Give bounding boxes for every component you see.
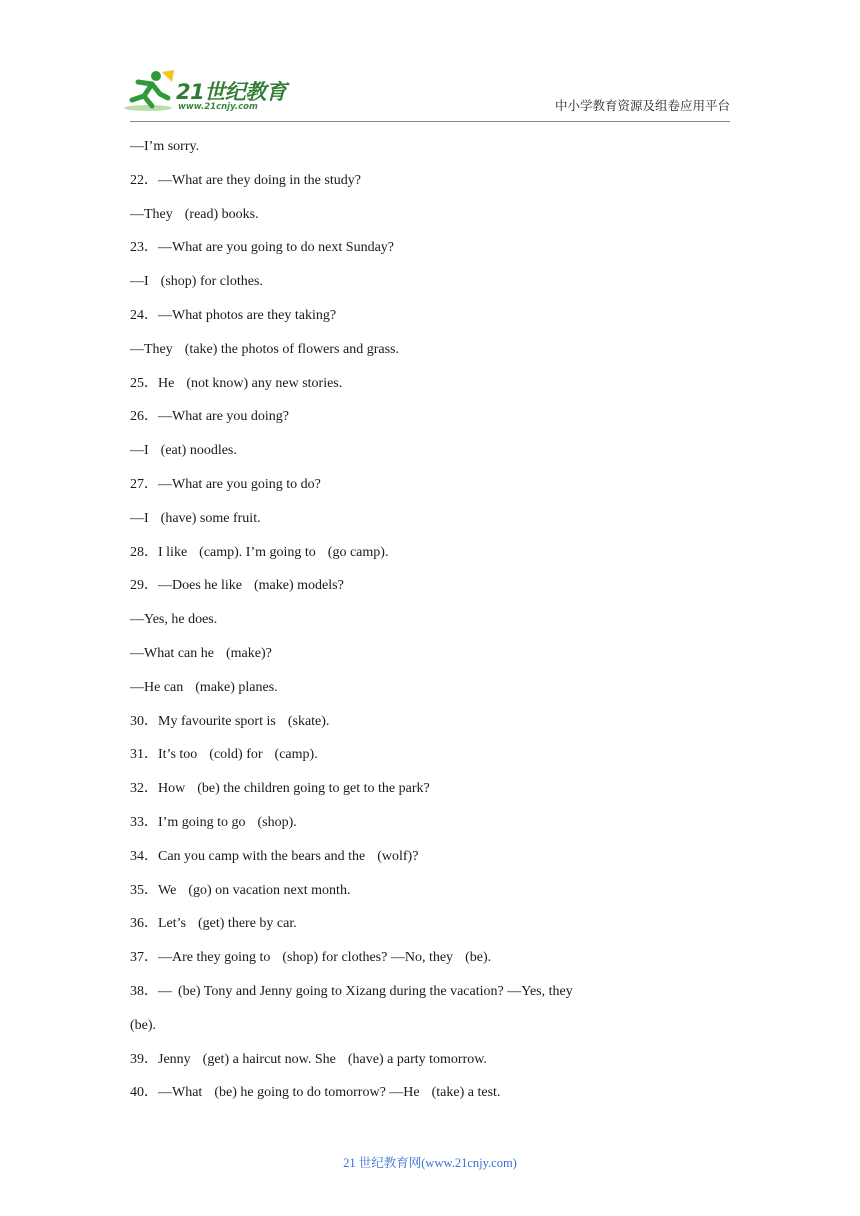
line-text: 37．—Are they going to	[130, 950, 271, 966]
exercise-line	[130, 1049, 730, 1083]
line-text: —They	[130, 206, 173, 222]
line-text: (wolf)?	[377, 848, 419, 864]
line-text: (shop) for clothes.	[160, 274, 263, 290]
line-text: (take) the photos of flowers and grass.	[184, 341, 399, 357]
exercise-line	[130, 643, 730, 677]
line-text: 29．—Does he like	[130, 578, 242, 594]
line-text: (have) a party tomorrow.	[347, 1051, 487, 1067]
line-text: (have) some fruit.	[160, 510, 261, 526]
line-text: (eat) noodles.	[160, 443, 237, 459]
line-text: (not know) any new stories.	[186, 375, 343, 391]
exercise-line	[130, 440, 730, 474]
line-text: (make)?	[225, 645, 272, 661]
line-text: 32．How	[130, 781, 186, 797]
exercise-line	[130, 677, 730, 711]
line-text: 26．—What are you doing?	[130, 409, 290, 425]
line-text: 39．Jenny	[130, 1051, 191, 1067]
exercise-line	[130, 170, 730, 204]
page-header	[0, 0, 860, 128]
header-platform-text: 中小学教育资源及组卷应用平台	[554, 98, 730, 113]
runner-icon	[122, 68, 182, 114]
line-text: —They	[130, 341, 173, 357]
exercise-line	[130, 1015, 730, 1049]
line-text: —I	[130, 510, 149, 526]
logo-text: 21世纪教育	[176, 80, 287, 104]
line-text: (make) models?	[253, 578, 344, 594]
line-text: 33．I’m going to go	[130, 814, 246, 830]
line-text: 23．—What are you going to do next Sunday?	[130, 240, 395, 256]
exercise-line	[130, 204, 730, 238]
exercise-line	[130, 339, 730, 373]
exercise-list	[130, 136, 730, 1116]
exercise-line	[130, 913, 730, 947]
line-text: (cold) for	[209, 747, 263, 763]
exercise-line	[130, 812, 730, 846]
line-text: 24．—What photos are they taking?	[130, 307, 337, 323]
exercise-line	[130, 609, 730, 643]
line-text: —I	[130, 274, 149, 290]
exercise-line	[130, 508, 730, 542]
line-text: 25．He	[130, 375, 175, 391]
line-text: 31．It’s too	[130, 747, 198, 763]
logo-url: www.21cnjy.com	[178, 102, 258, 112]
line-text: (camp).	[274, 747, 318, 763]
exercise-line	[130, 406, 730, 440]
line-text: (make) planes.	[195, 679, 278, 695]
line-text: (camp). I’m going to	[199, 544, 316, 560]
exercise-line	[130, 880, 730, 914]
line-text: (be).	[130, 1017, 157, 1033]
exercise-line	[130, 474, 730, 508]
line-text: 22．—What are they doing in the study?	[130, 172, 361, 188]
line-text: —I	[130, 443, 149, 459]
line-text: —I’m sorry.	[130, 139, 200, 154]
line-text: (get) a haircut now. She	[202, 1051, 336, 1067]
exercise-line	[130, 981, 730, 1015]
exercise-line	[130, 373, 730, 407]
line-text: (shop).	[257, 814, 297, 830]
line-text: —He can	[130, 679, 184, 695]
line-text: 34．Can you camp with the bears and the	[130, 848, 366, 864]
line-text: (get) there by car.	[198, 916, 297, 932]
line-text: 38．—	[130, 983, 172, 999]
line-text: (go camp).	[327, 544, 389, 560]
line-text: 28．I like	[130, 544, 188, 560]
line-text: (be).	[465, 950, 492, 966]
exercise-line	[130, 271, 730, 305]
exercise-line	[130, 305, 730, 339]
exercise-line	[130, 778, 730, 812]
header-divider	[130, 121, 730, 122]
exercise-line	[130, 711, 730, 745]
line-text: (take) a test.	[431, 1085, 501, 1101]
line-text: —Yes, he does.	[130, 612, 218, 628]
exercise-line	[130, 846, 730, 880]
line-text: (be) the children going to get to the park?	[197, 781, 430, 797]
line-text: —What can he	[130, 645, 214, 661]
line-text: (skate).	[287, 713, 330, 729]
line-text: 30．My favourite sport is	[130, 713, 276, 729]
exercise-line	[130, 1082, 730, 1116]
brand-logo[interactable]	[122, 68, 290, 114]
line-text: 40．—What	[130, 1085, 203, 1101]
exercise-line	[130, 947, 730, 981]
exercise-line	[130, 575, 730, 609]
line-text: (go) on vacation next month.	[188, 882, 351, 898]
line-text: 36．Let’s	[130, 916, 186, 932]
exercise-line	[130, 237, 730, 271]
exercise-line	[130, 136, 730, 170]
exercise-line	[130, 744, 730, 778]
line-text: 35．We	[130, 882, 177, 898]
line-text: (be) he going to do tomorrow? —He	[214, 1085, 420, 1101]
line-text: (be) Tony and Jenny going to Xizang during the vacation? —Yes, they	[178, 983, 573, 999]
line-text: (read) books.	[184, 206, 259, 222]
line-text: 27．—What are you going to do?	[130, 476, 321, 492]
line-text: (shop) for clothes? —No, they	[282, 950, 454, 966]
exercise-line	[130, 542, 730, 576]
footer-source[interactable]: 21 世纪教育网(www.21cnjy.com)	[343, 1156, 517, 1170]
